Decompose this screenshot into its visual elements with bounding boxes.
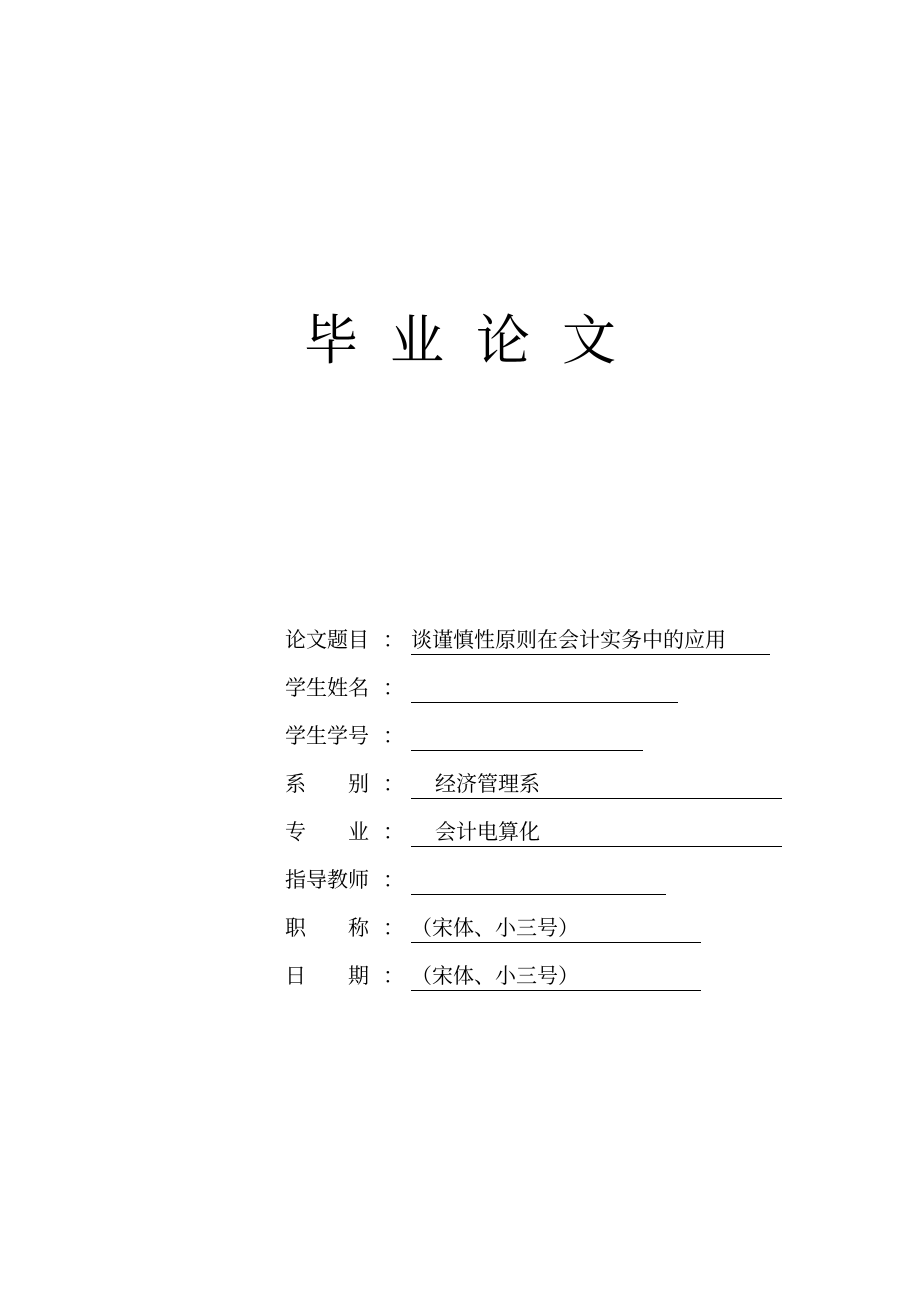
date-label-char-2: 期 <box>348 964 369 988</box>
student-name-field <box>411 673 678 703</box>
advisor-label: 指导教师 <box>285 868 369 892</box>
department-colon: ： <box>383 772 404 796</box>
department-value: 经济管理系 <box>435 772 540 796</box>
title-rank-colon: ： <box>383 916 404 940</box>
date-value: （宋体、小三号） <box>411 964 579 988</box>
thesis-title-field <box>411 625 770 655</box>
thesis-title-label: 论文题目 <box>285 628 369 652</box>
student-id-colon: ： <box>383 724 404 748</box>
department-label-char-1: 系 <box>285 772 306 796</box>
date-field <box>411 961 701 991</box>
major-label-char-2: 业 <box>348 820 369 844</box>
thesis-title-value: 谈谨慎性原则在会计实务中的应用 <box>411 628 726 652</box>
student-name-colon: ： <box>383 676 404 700</box>
title-rank-label <box>285 913 369 943</box>
student-id-field <box>411 721 643 751</box>
thesis-title-colon: ： <box>383 628 404 652</box>
major-field <box>411 817 782 847</box>
date-label-char-1: 日 <box>285 964 306 988</box>
department-field <box>411 769 782 799</box>
department-label-char-2: 别 <box>348 772 369 796</box>
major-label-char-1: 专 <box>285 820 306 844</box>
major-colon: ： <box>383 820 404 844</box>
page-title: 毕业论文 <box>304 309 648 372</box>
title-rank-value: （宋体、小三号） <box>411 916 579 940</box>
department-label <box>285 769 369 799</box>
date-colon: ： <box>383 964 404 988</box>
major-label <box>285 817 369 847</box>
student-name-label: 学生姓名 <box>285 676 369 700</box>
date-label <box>285 961 369 991</box>
advisor-colon: ： <box>383 868 404 892</box>
student-id-label: 学生学号 <box>285 724 369 748</box>
title-rank-label-char-2: 称 <box>348 916 369 940</box>
major-value: 会计电算化 <box>435 820 540 844</box>
advisor-field <box>411 865 666 895</box>
title-rank-field <box>411 913 701 943</box>
title-rank-label-char-1: 职 <box>285 916 306 940</box>
